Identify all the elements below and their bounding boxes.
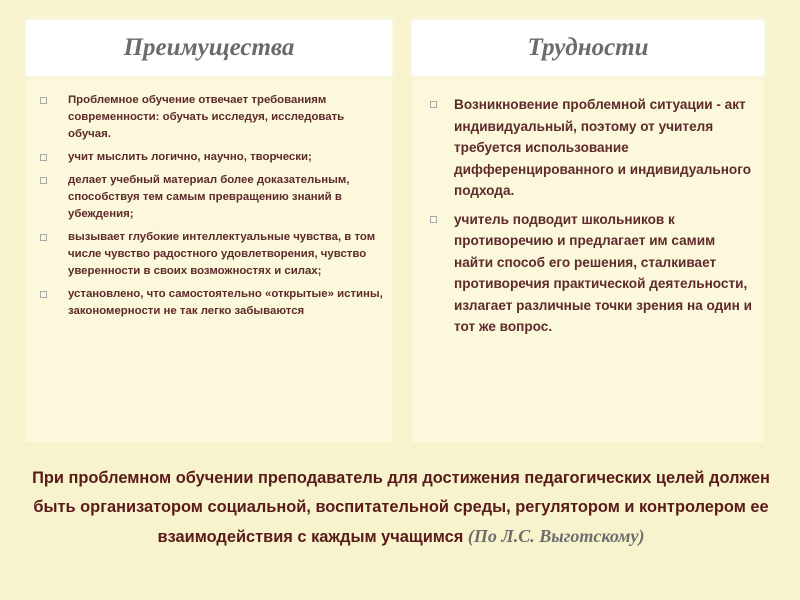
advantage-text: Проблемное обучение отвечает требованиям современности: обучать исследуя, исследовать обучая. [68,94,345,140]
list-item [40,149,384,166]
square-bullet-icon [430,101,437,108]
conclusion-text [20,464,782,552]
advantages-list [40,92,384,320]
author-attribution: (По Л.С. Выготскому) [467,526,645,546]
square-bullet-icon [40,234,47,241]
list-item [40,286,384,320]
advantage-text: делает учебный материал более доказательным, способствуя тем самым превращению знаний в убеждения; [68,174,350,220]
difficulties-list [430,94,755,338]
difficulties-panel [412,80,764,442]
advantages-header: Преимущества [26,20,392,76]
advantages-panel [26,80,392,442]
difficulty-text: Возникновение проблемной ситуации - акт индивидуальный, поэтому от учителя требуется использование дифференцированного и индивидуального подхода. [454,97,752,198]
square-bullet-icon [40,154,47,161]
square-bullet-icon [40,97,47,104]
advantage-text: вызывает глубокие интеллектуальные чувства, в том числе чувство радостного удовлетворения, чувство уверенности в своих возможностях и силах; [68,231,376,277]
square-bullet-icon [430,216,437,223]
advantage-text: учит мыслить логично, научно, творчески; [68,151,312,163]
list-item [40,172,384,223]
list-item [430,209,755,338]
square-bullet-icon [40,177,47,184]
difficulty-text: учитель подводит школьников к противоречию и предлагает им самим найти способ его решения, сталкивает противоречия практической деятельности, излагает различные точки зрения на один и тот же вопрос. [454,211,752,334]
list-item [430,94,755,202]
conclusion-body: При проблемном обучении преподаватель для достижения педагогических целей должен быть организатором социальной, воспитательной среды, регулятором и контролером ее взаимодействия с каждым учащимся [32,469,770,546]
list-item [40,92,384,143]
difficulties-header: Трудности [412,20,764,76]
advantage-text: установлено, что самостоятельно «открытые» истины, закономерности не так легко забываются [68,288,383,317]
list-item [40,229,384,280]
square-bullet-icon [40,291,47,298]
